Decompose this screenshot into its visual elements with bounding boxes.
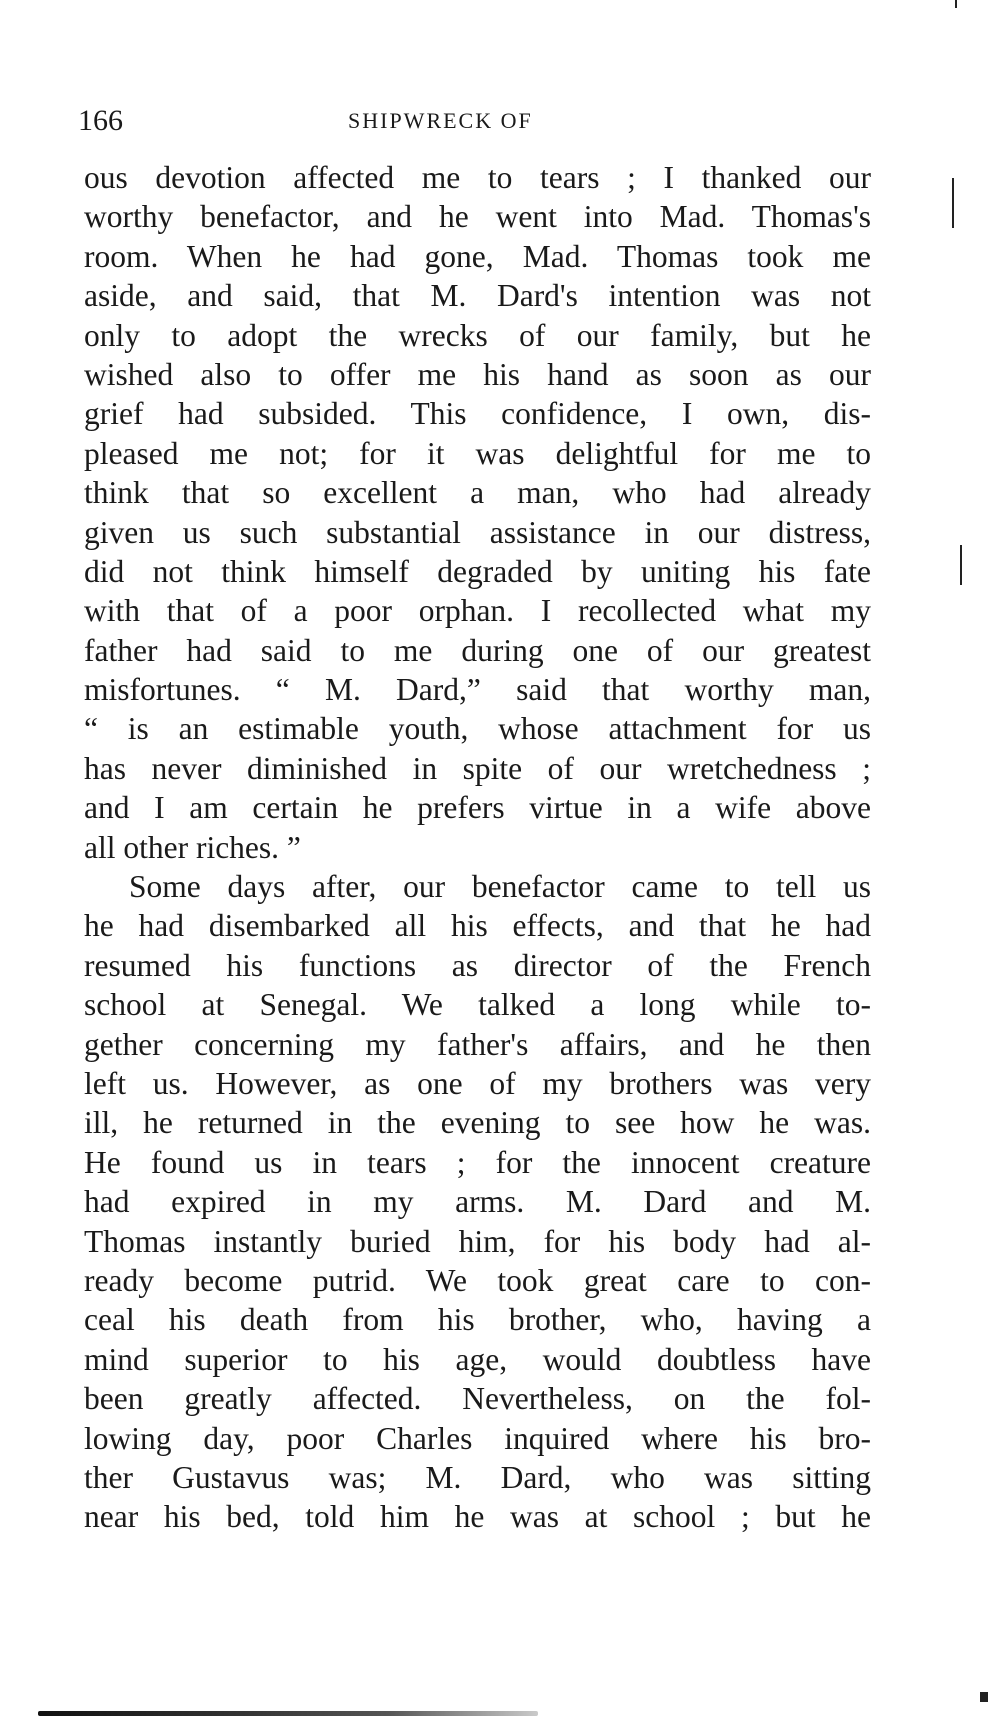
text-line: near his bed, told him he was at school ; but he [84,1499,871,1535]
text-line: mind superior to his age, would doubtless have [84,1341,871,1377]
text-line: misfortunes. “ M. Dard,” said that worthy man, [84,672,871,708]
text-line: grief had subsided. This confidence, I own, dis- [84,396,871,432]
page-header [78,104,868,144]
text-line: “ is an estimable youth, whose attachment for us [84,711,871,747]
text-line: ill, he returned in the evening to see how he was. [84,1105,871,1141]
text-line: wished also to offer me his hand as soon as our [84,356,871,392]
text-line: he had disembarked all his effects, and that he had [84,908,871,944]
text-line: ceal his death from his brother, who, having a [84,1302,871,1338]
paragraph-2 [84,867,871,1537]
text-line: did not think himself degraded by uniting his fate [84,553,871,589]
margin-mark [955,0,957,8]
text-line: think that so excellent a man, who had already [84,475,871,511]
text-line: had expired in my arms. M. Dard and M. [84,1184,871,1220]
text-line: He found us in tears ; for the innocent creature [84,1144,871,1180]
text-line: aside, and said, that M. Dard's intention was not [84,278,871,314]
text-line: and I am certain he prefers virtue in a wife above [84,790,871,826]
text-line: worthy benefactor, and he went into Mad. Thomas's [84,199,871,235]
text-line: been greatly affected. Nevertheless, on the fol- [84,1381,871,1417]
text-line: has never diminished in spite of our wretchedness ; [84,750,871,786]
paragraph-1 [84,158,871,867]
margin-mark [952,178,954,228]
text-line: Thomas instantly buried him, for his body had al- [84,1223,871,1259]
text-line: left us. However, as one of my brothers was very [84,1065,871,1101]
text-line: ther Gustavus was; M. Dard, who was sitting [84,1459,871,1495]
text-line: father had said to me during one of our greatest [84,632,871,668]
text-line: school at Senegal. We talked a long while to- [84,987,871,1023]
text-line: with that of a poor orphan. I recollected what my [84,593,871,629]
margin-mark [980,1692,988,1702]
text-line: gether concerning my father's affairs, and he then [84,1026,871,1062]
margin-mark [960,545,962,585]
text-line: ous devotion affected me to tears ; I thanked our [84,160,871,195]
text-line: all other riches. ” [84,829,301,865]
text-line: Some days after, our benefactor came to tell us [129,869,871,905]
running-head: SHIPWRECK OF [348,108,533,133]
text-line: lowing day, poor Charles inquired where his bro- [84,1420,871,1456]
text-line: room. When he had gone, Mad. Thomas took me [84,238,871,274]
text-line: given us such substantial assistance in our distress, [84,514,871,550]
text-line: only to adopt the wrecks of our family, but he [84,317,871,353]
text-line: pleased me not; for it was delightful for me to [84,435,871,471]
text-line: resumed his functions as director of the French [84,947,871,983]
body-text [84,158,871,1537]
text-line: ready become putrid. We took great care to con- [84,1262,871,1298]
bottom-rule [38,1711,538,1716]
page-number: 166 [78,104,123,137]
